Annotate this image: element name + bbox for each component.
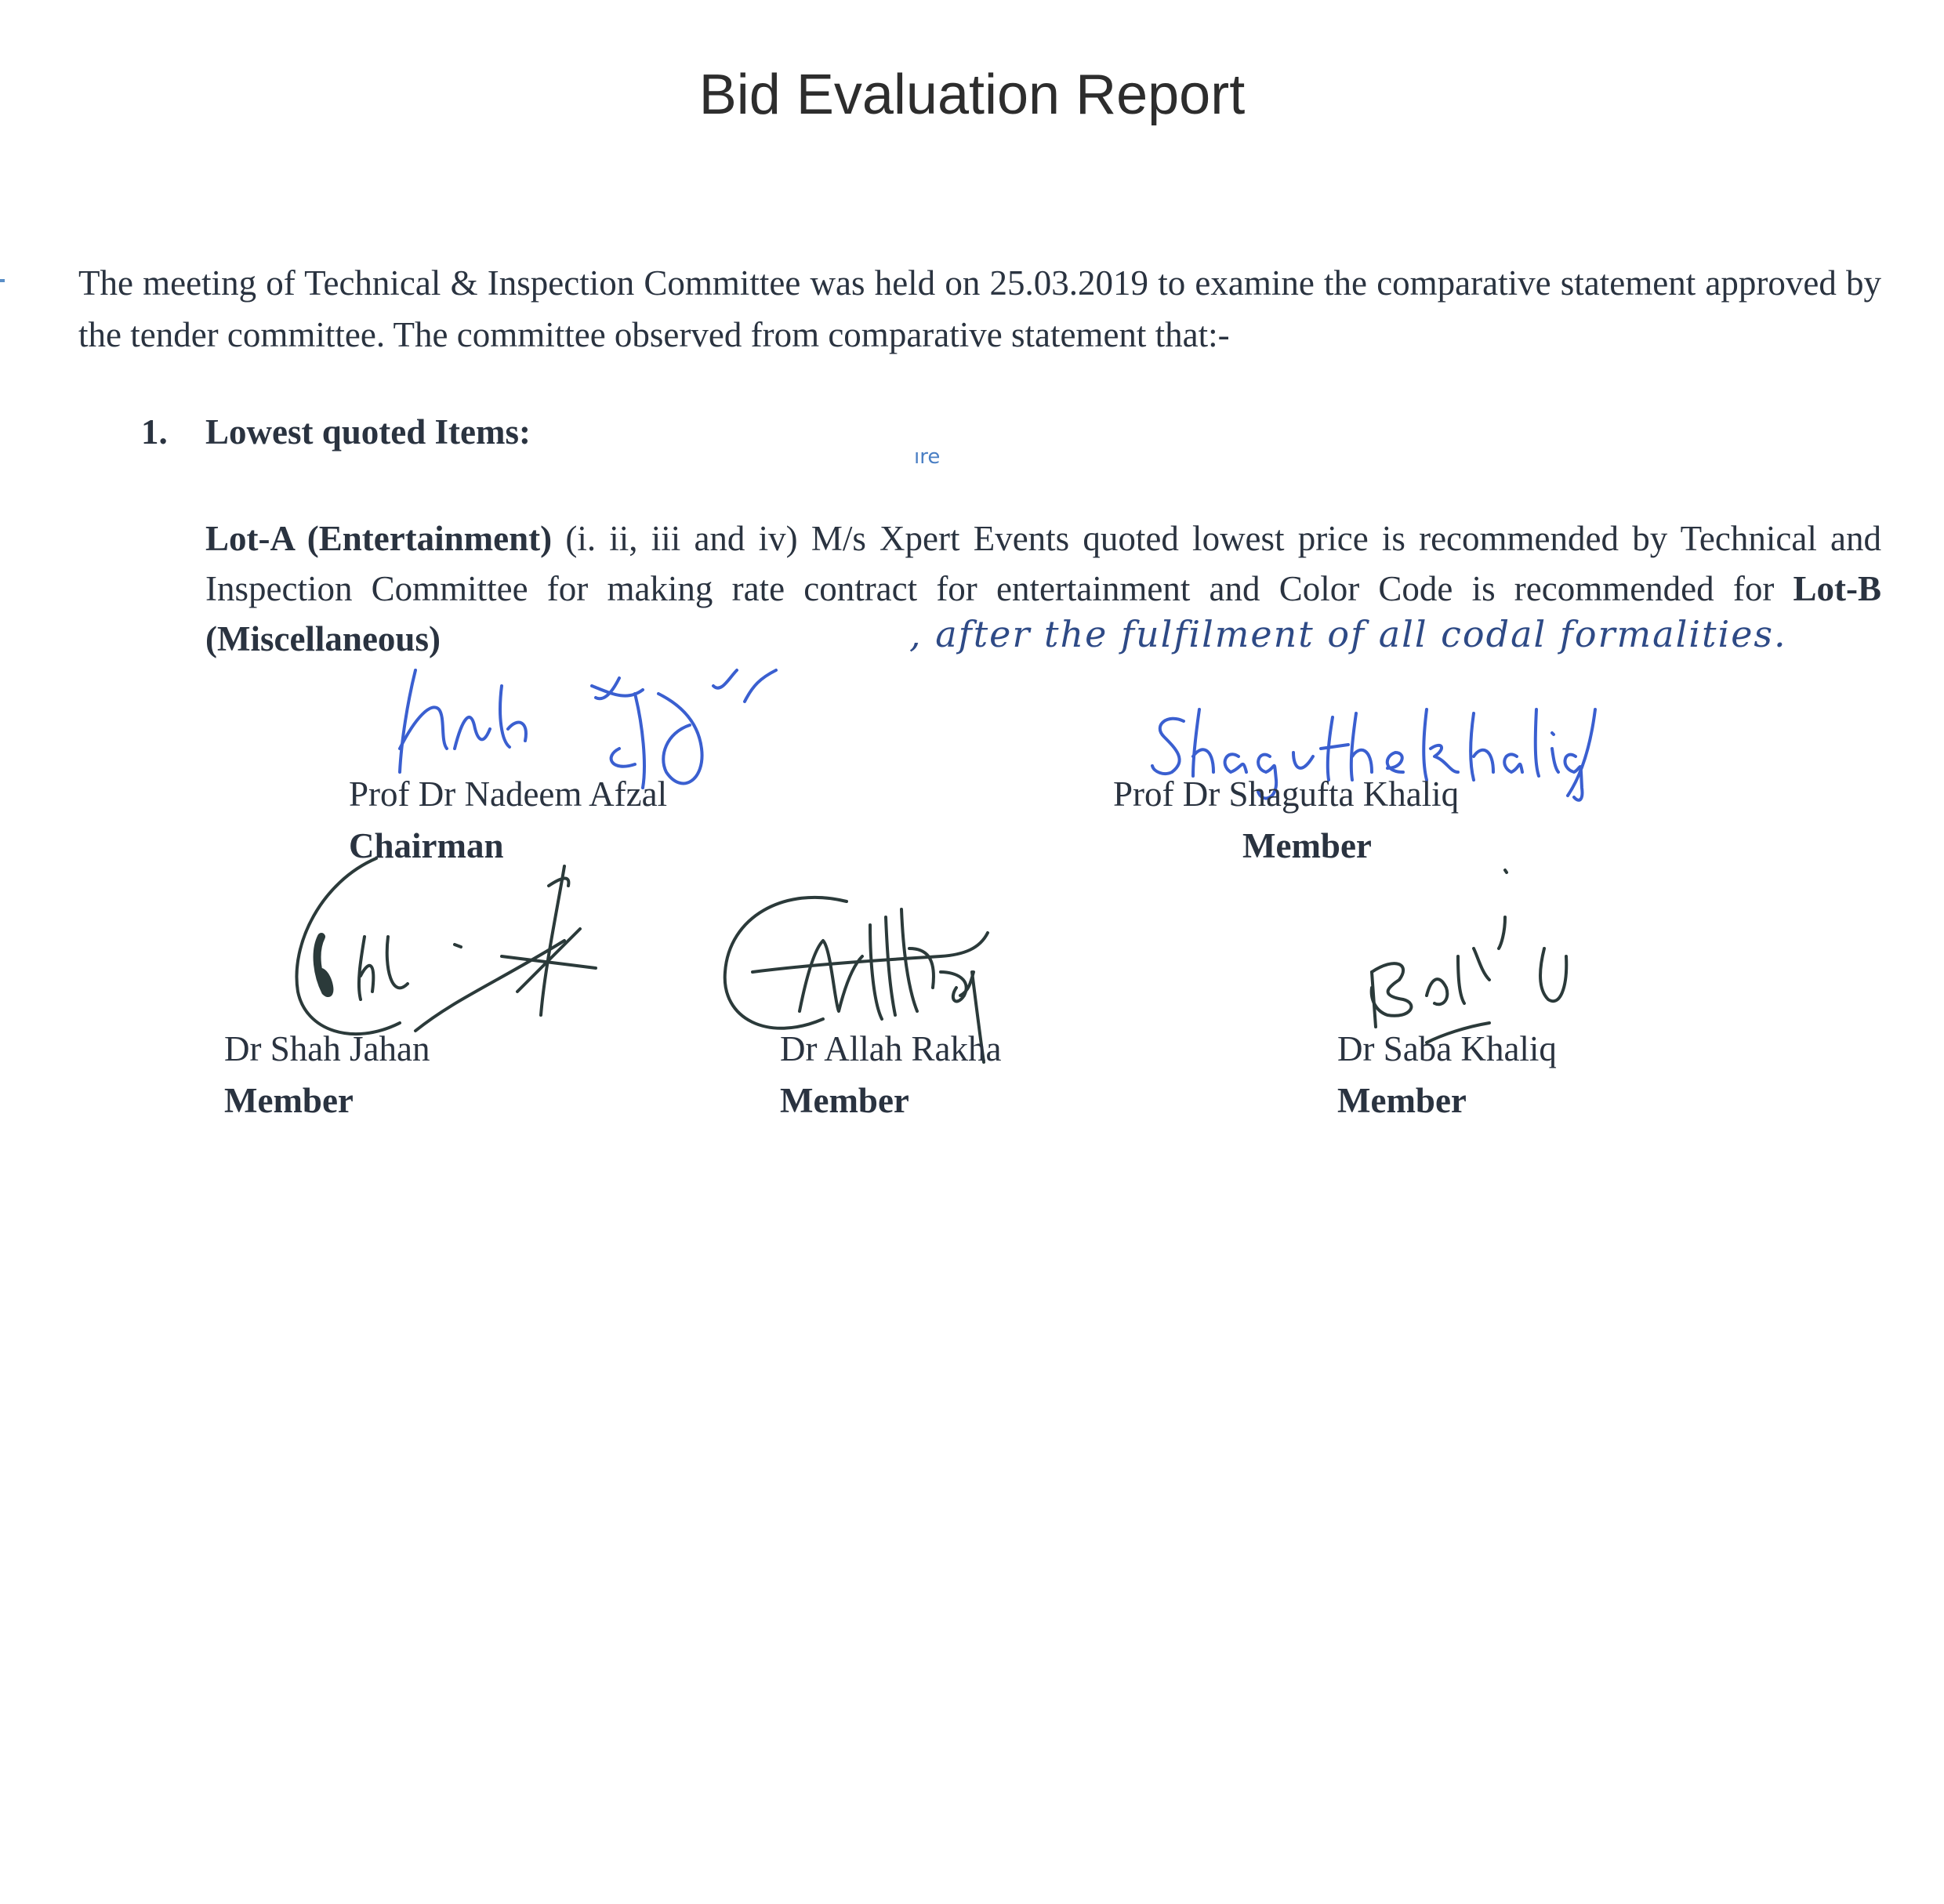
signatory-role: Chairman: [349, 826, 504, 865]
signatory-nadeem-afzal: [349, 768, 667, 872]
blue-ink-mark: ıre: [914, 445, 941, 469]
signatory-shagufta-khaliq: [1113, 768, 1459, 872]
signatory-allah-rakha: [780, 1023, 1001, 1126]
intro-paragraph: The meeting of Technical & Inspection Committee was held on 25.03.2019 to examine the comparative statement approved by the tender committee. The committee observed from comparative statement that:-: [78, 263, 1881, 354]
item-heading: [141, 412, 531, 452]
handwritten-note: , after the fulfilment of all codal formalities.: [909, 613, 1787, 655]
lot-body-text: (i. ii, iii and iv) M/s Xpert Events quoted lowest price is recommended by Technical and Inspection Committee for making rate contract for entertainment and Color Code is recommended for: [205, 519, 1881, 608]
signatory-name: Dr Saba Khaliq: [1337, 1029, 1557, 1068]
signatory-name: Dr Shah Jahan: [224, 1029, 430, 1068]
signatory-name: Prof Dr Nadeem Afzal: [349, 774, 668, 814]
signature-shah-jahan: [282, 843, 611, 1046]
item-heading-text: Lowest quoted Items:: [205, 412, 531, 452]
signatory-role: Member: [224, 1081, 354, 1120]
signatory-name: Dr Allah Rakha: [780, 1029, 1002, 1068]
signature-saba-khaliq: [1364, 870, 1599, 1035]
page-title: Bid Evaluation Report: [698, 63, 1246, 126]
signatory-name: Prof Dr Shagufta Khaliq: [1113, 774, 1460, 814]
lot-a-label: Lot-A (Entertainment): [205, 519, 553, 558]
signatory-role: Member: [1242, 826, 1372, 865]
margin-mark: [0, 279, 5, 282]
signatory-shah-jahan: [224, 1023, 430, 1126]
lot-b-label: Lot-B (Miscellaneous): [205, 569, 1881, 658]
item-number: 1.: [141, 412, 168, 452]
signatory-saba-khaliq: [1337, 1023, 1557, 1126]
signatory-role: Member: [1337, 1081, 1467, 1120]
signatory-role: Member: [780, 1081, 909, 1120]
